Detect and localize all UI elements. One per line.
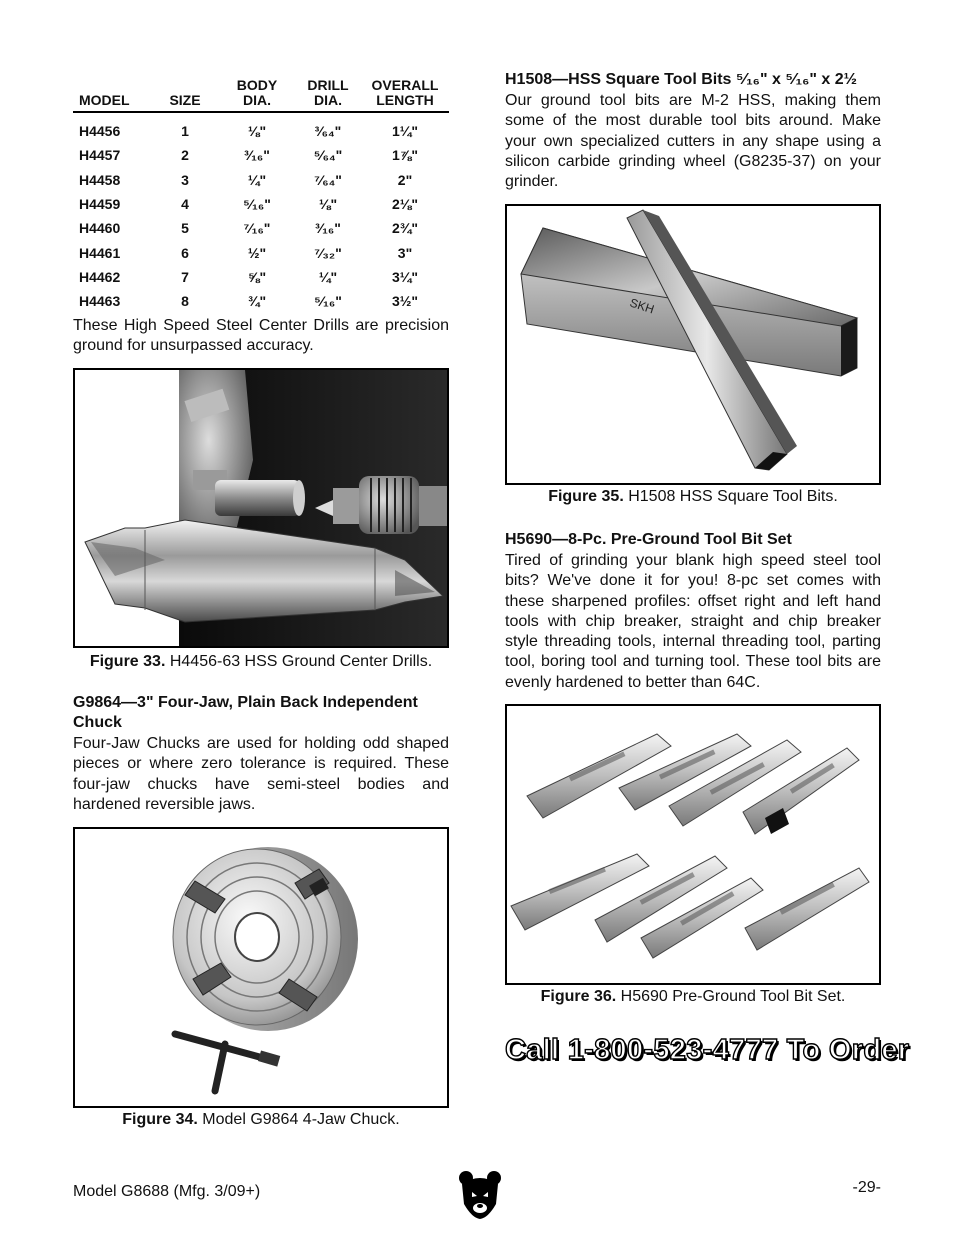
table-row: H4462 7 ⅝" ¼" 3¼": [79, 268, 419, 285]
col-header-drill-dia: DRILL DIA.: [295, 78, 361, 112]
center-drill-table: [73, 78, 449, 313]
table-row: H4460 5 ⁷⁄₁₆" ³⁄₁₆" 2¾": [79, 220, 419, 237]
col-header-body-dia: BODY DIA.: [219, 78, 295, 112]
figure-36-photo: [505, 704, 881, 985]
figure-35-caption: Figure 35. H1508 HSS Square Tool Bits.: [548, 488, 838, 505]
g9864-description: Four-Jaw Chucks are used for holding odd shaped pieces or where zero tolerance is required. These four-jaw chucks have semi-steel bodies and hardened reversible jaws.: [73, 735, 449, 813]
h1508-heading: H1508—HSS Square Tool Bits ⁵⁄₁₆" x ⁵⁄₁₆" x 2½: [505, 71, 858, 88]
table-row: H4461 6 ½" ⁷⁄₃₂" 3": [79, 244, 413, 261]
h5690-heading: H5690—8-Pc. Pre-Ground Tool Bit Set: [505, 531, 792, 548]
tool-bit-set-photo: [507, 706, 879, 983]
center-drill-photo: [75, 370, 447, 646]
figure-34-caption: Figure 34. Model G9864 4-Jaw Chuck.: [122, 1111, 400, 1128]
col-header-model: MODEL: [73, 78, 151, 112]
square-tool-bits-photo: [507, 206, 879, 483]
table-row: H4457 2 ³⁄₁₆" ⁵⁄₆₄" 1⅞": [79, 147, 419, 164]
h5690-description: Tired of grinding your blank high speed steel tool bits? We've done it for you! 8-pc set comes with these sharpened profiles: offset right and left hand tools with chip breaker, straight and chip breaker style threading tools, internal threading tool, parting tool, boring tool and turning tool. These tool bits are evenly hardened to better than 64C.: [505, 552, 881, 691]
tool-bit-marking: SKH: [628, 295, 656, 317]
table-row: H4456 1 ⅛" ³⁄₆₄" 1¼": [79, 123, 419, 140]
table-header-row: [73, 78, 449, 112]
col-header-size: SIZE: [151, 78, 219, 112]
footer-model: Model G8688 (Mfg. 3/09+): [73, 1183, 261, 1200]
figure-34-photo: [73, 827, 449, 1108]
call-to-order-banner: Call 1-800-523-4777 To Order: [505, 1034, 910, 1066]
four-jaw-chuck-photo: [75, 829, 447, 1106]
table-row: H4458 3 ¼" ⁷⁄₆₄" 2": [79, 171, 413, 188]
col-header-overall-length: OVERALL LENGTH: [361, 78, 449, 112]
h1508-description: Our ground tool bits are M-2 HSS, making them some of the most durable tool bits around. Make your own specialized cutters in any shape using a silicon carbide grinding wheel (G8235-37) on your grinder.: [505, 92, 881, 191]
figure-35-photo: [505, 204, 881, 485]
g9864-heading: G9864—3" Four-Jaw, Plain Back Independent Chuck: [73, 694, 418, 732]
table-row: H4463 8 ¾" ⁵⁄₁₆" 3½": [79, 293, 419, 310]
page-number: -29-: [852, 1179, 881, 1196]
figure-36-caption: Figure 36. H5690 Pre-Ground Tool Bit Set.: [540, 988, 846, 1005]
center-drills-description: These High Speed Steel Center Drills are precision ground for unsurpassed accuracy.: [73, 317, 449, 355]
bear-logo-icon: [458, 1170, 502, 1220]
figure-33-photo: [73, 368, 449, 648]
figure-33-caption: Figure 33. H4456-63 HSS Ground Center Drills.: [89, 653, 433, 670]
table-row: H4459 4 ⁵⁄₁₆" ⅛" 2⅛": [79, 196, 419, 213]
